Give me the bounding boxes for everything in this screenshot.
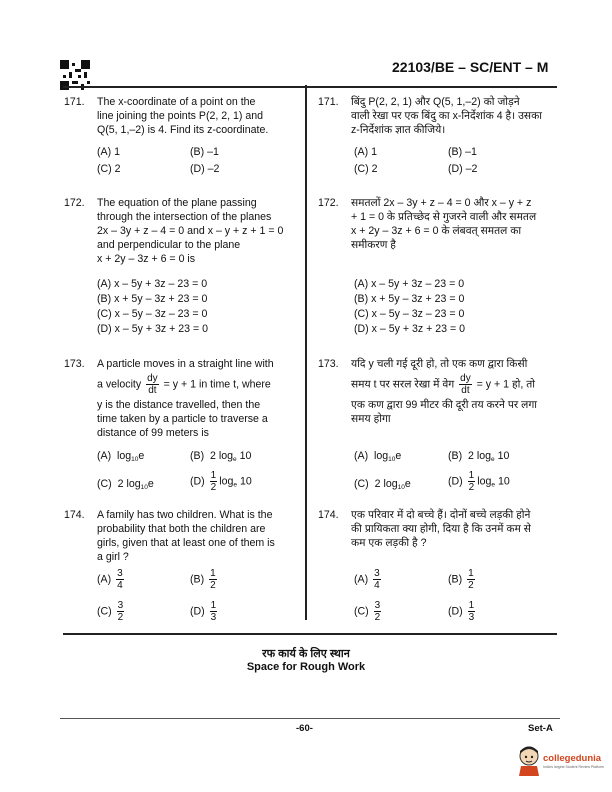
q173-hi-option-d: (D) $\frac{1}{2}$ $\log_e 10$ xyxy=(448,470,510,493)
q171-en-option-a: (A) 1 xyxy=(97,146,120,158)
q171-en-option-b: (B) –1 xyxy=(190,146,219,158)
q174-hi-option-b: (B) $\frac{1}{2}$ xyxy=(448,568,474,591)
rough-work-title-hindi: रफ कार्य के लिए स्थान xyxy=(262,648,350,660)
q174-en-option-d: (D) $\frac{1}{3}$ xyxy=(190,600,217,623)
q174-en-option-b: (B) $\frac{1}{2}$ xyxy=(190,568,216,591)
q174-en-option-c: (C) $\frac{3}{2}$ xyxy=(97,600,124,623)
q173-en-option-a: (A) $\log_{10}e$ xyxy=(97,450,145,463)
q173-en-option-d: (D) $\frac{1}{2}$ $\log_e 10$ xyxy=(190,470,252,493)
logo-text: collegedunia xyxy=(543,753,602,764)
q171-hi-option-c: (C) 2 xyxy=(354,163,378,175)
q173-en-option-c: (C) 2 $\log_{10}e$ xyxy=(97,478,154,491)
q173-hi-option-b: (B) 2 $\log_e 10$ xyxy=(448,450,510,463)
set-label: Set-A xyxy=(528,723,553,734)
q174-en-option-a: (A) $\frac{3}{4}$ xyxy=(97,568,123,591)
logo-tagline: India's largest Student Review Platform xyxy=(543,765,604,769)
q171-hi-option-a: (A) 1 xyxy=(354,146,377,158)
q172-hi-options: (A) x – 5y + 3z – 23 = 0 (B) x + 5y – 3z + 23 = 0 (C) x – 5y – 3z – 23 = 0 (D) x – 5y + 3z + 23 = 0 xyxy=(354,278,465,335)
mascot-icon xyxy=(517,744,541,776)
q174-hi-option-a: (A) $\frac{3}{4}$ xyxy=(354,568,380,591)
rough-work-title: Space for Rough Work xyxy=(246,661,366,673)
q171-en-option-d: (D) –2 xyxy=(190,163,220,175)
footer-rule xyxy=(60,718,560,719)
q173-en-option-b: (B) 2 $\log_e 10$ xyxy=(190,450,252,463)
q171-hi-option-b: (B) –1 xyxy=(448,146,477,158)
q171-hi-option-d: (D) –2 xyxy=(448,163,478,175)
q174-hi-option-d: (D) $\frac{1}{3}$ xyxy=(448,600,475,623)
paper-code: 22103/BE – SC/ENT – M xyxy=(392,59,549,75)
q172-en-options: (A) x – 5y + 3z – 23 = 0 (B) x + 5y – 3z + 23 = 0 (C) x – 5y – 3z – 23 = 0 (D) x – 5y + 3z + 23 = 0 xyxy=(97,278,208,335)
q174-hi-option-c: (C) $\frac{3}{2}$ xyxy=(354,600,381,623)
q171-en-option-c: (C) 2 xyxy=(97,163,121,175)
page-number: -60- xyxy=(296,723,313,734)
q173-hi-option-c: (C) 2 $\log_{10}e$ xyxy=(354,478,411,491)
collegedunia-logo xyxy=(517,744,609,776)
top-rule xyxy=(63,86,557,88)
q173-hi-option-a: (A) $\log_{10}e$ xyxy=(354,450,402,463)
rough-work-rule xyxy=(63,633,557,635)
column-divider xyxy=(305,85,307,620)
